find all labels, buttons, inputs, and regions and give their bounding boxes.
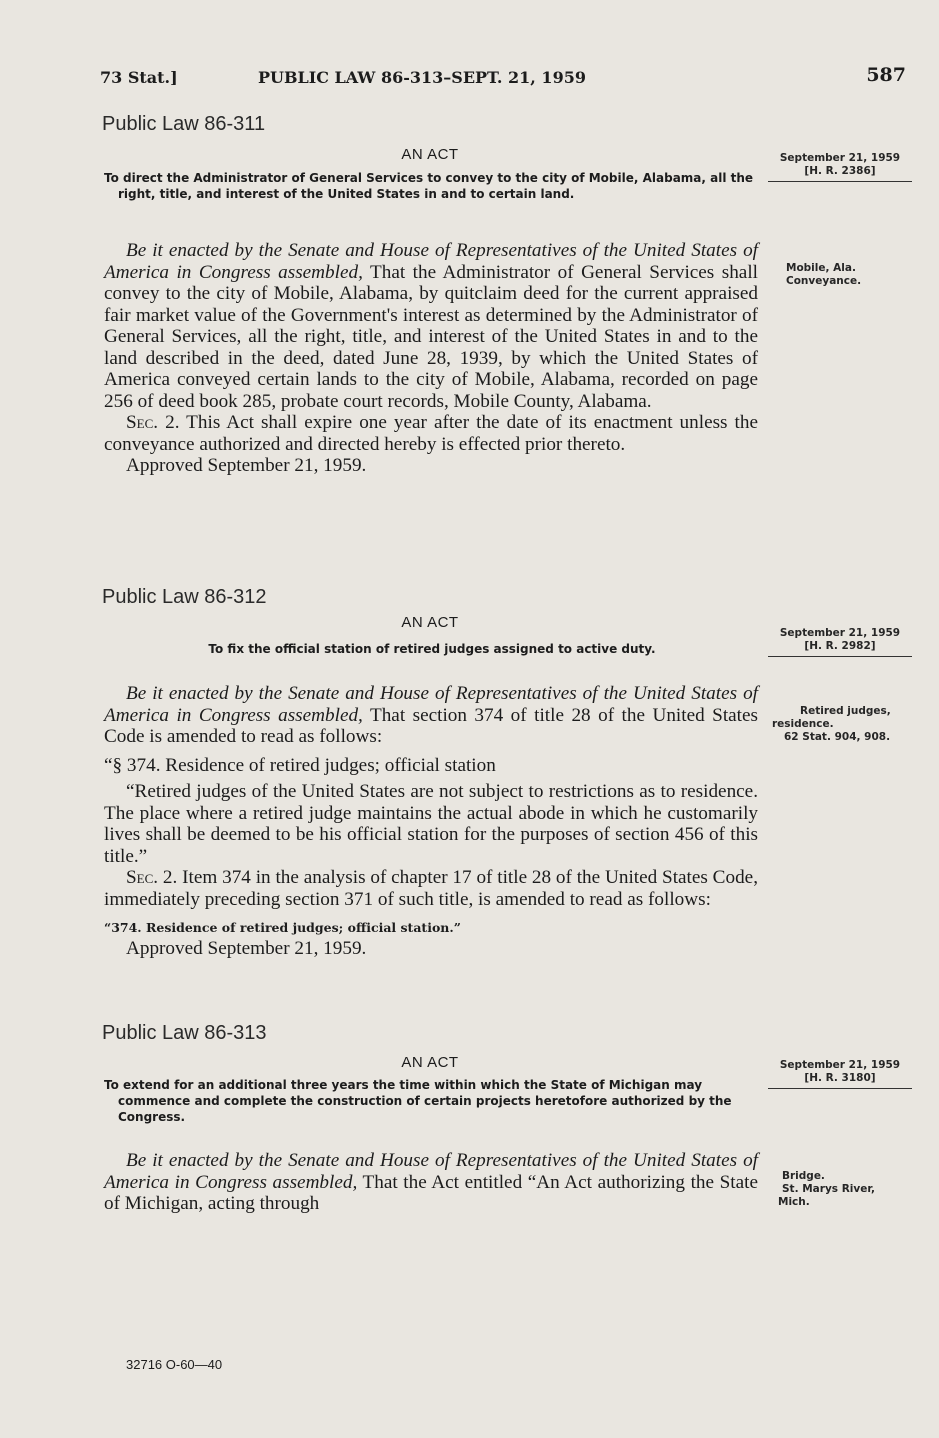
an-act-label: AN ACT (401, 146, 459, 163)
margin-note-line: Mich. (778, 1196, 810, 1208)
margin-rule (768, 181, 912, 182)
section-1-text: That section 374 of title 28 of the United States Code is amended to read as follows: (104, 704, 758, 747)
margin-note-line: Conveyance. (786, 275, 862, 287)
margin-note-line: residence. (772, 718, 834, 730)
act-title: To direct the Administrator of General Services to convey to the city of Mobile, Alabama, all the right, title, and interest of the United States in and to certain land. (104, 171, 754, 201)
law-heading: Public Law 86-311 (102, 113, 266, 135)
margin-note (778, 1170, 928, 1209)
section-2-text: Item 374 in the analysis of chapter 17 of title 28 of the United States Code, immediately preceding section 371 of such title, is amended to read as follows: (104, 867, 758, 910)
an-act-label: AN ACT (401, 1054, 459, 1071)
section-1-text: That the Administrator of General Services shall convey to the city of Mobile, Alabama, by quitclaim deed for the current appraised fair market value of the Government's interest as determined by the Administrator of General Services, all the right, title, and interest of the United States in and to the land described in the deed, dated June 28, 1939, by which the United States of America conveyed certain lands to the city of Mobile, Alabama, recorded on page 256 of deed book 285, probate court records, Mobile County, Alabama. (104, 261, 758, 412)
act-body (104, 1150, 758, 1215)
print-code: 32716 O-60—40 (126, 1357, 223, 1372)
section-2-label: Sec. 2. (126, 867, 178, 888)
act-body (104, 240, 758, 477)
page-number: 587 (866, 64, 906, 86)
margin-date (768, 1059, 912, 1089)
act-body (104, 683, 758, 960)
approval-line: Approved September 21, 1959. (126, 455, 367, 476)
enacting-clause: Be it enacted by the Senate and House of Representatives of the United States of America in Congress assembled, (104, 683, 758, 726)
running-header (100, 64, 906, 90)
margin-note-line: Retired judges, (800, 705, 891, 717)
margin-date-text: September 21, 1959 (779, 152, 901, 164)
margin-bill-number: [H. R. 2982] (804, 640, 876, 652)
an-act-label: AN ACT (401, 614, 459, 631)
law-heading: Public Law 86-313 (102, 1022, 267, 1044)
margin-date (768, 627, 912, 657)
margin-note (786, 262, 936, 288)
margin-rule (768, 656, 912, 657)
analysis-item: “374. Residence of retired judges; official station.” (104, 920, 461, 935)
margin-note (772, 705, 922, 744)
header-title: PUBLIC LAW 86-313–SEPT. 21, 1959 (258, 68, 586, 87)
section-1-text: That the Act entitled “An Act authorizing the State of Michigan, acting through (104, 1171, 758, 1214)
act-title: To extend for an additional three years the time within which the State of Michigan may commence and complete the construction of certain projects heretofore authorized by the Congress. (104, 1078, 732, 1124)
section-heading: “§ 374. Residence of retired judges; official station (104, 754, 496, 776)
margin-note-line: Mobile, Ala. (786, 262, 856, 274)
margin-note-line: St. Marys River, (782, 1183, 875, 1195)
approval-line: Approved September 21, 1959. (126, 938, 367, 959)
quoted-text: “Retired judges of the United States are not subject to restrictions as to residence. The place where a retired judge maintains the actual abode in which he customarily lives shall be deemed to be his official station for the purposes of section 456 of this title.” (104, 781, 758, 867)
margin-bill-number: [H. R. 2386] (804, 165, 876, 177)
section-2-text: This Act shall expire one year after the date of its enactment unless the conveyance authorized and directed hereby is effected prior thereto. (104, 412, 758, 455)
margin-note-line: 62 Stat. 904, 908. (784, 731, 891, 743)
margin-date-text: September 21, 1959 (779, 1059, 901, 1071)
margin-rule (768, 1088, 912, 1089)
enacting-clause: Be it enacted by the Senate and House of Representatives of the United States of America in Congress assembled, (104, 240, 758, 283)
section-2-label: Sec. 2. (126, 412, 180, 433)
volume-reference: 73 Stat.] (100, 68, 178, 87)
act-title: To fix the official station of retired judges assigned to active duty. (208, 642, 656, 656)
law-heading: Public Law 86-312 (102, 586, 267, 608)
enacting-clause: Be it enacted by the Senate and House of Representatives of the United States of America in Congress assembled, (104, 1150, 758, 1193)
margin-note-line: Bridge. (782, 1170, 825, 1182)
margin-date (768, 152, 912, 182)
margin-bill-number: [H. R. 3180] (804, 1072, 876, 1084)
margin-date-text: September 21, 1959 (779, 627, 901, 639)
